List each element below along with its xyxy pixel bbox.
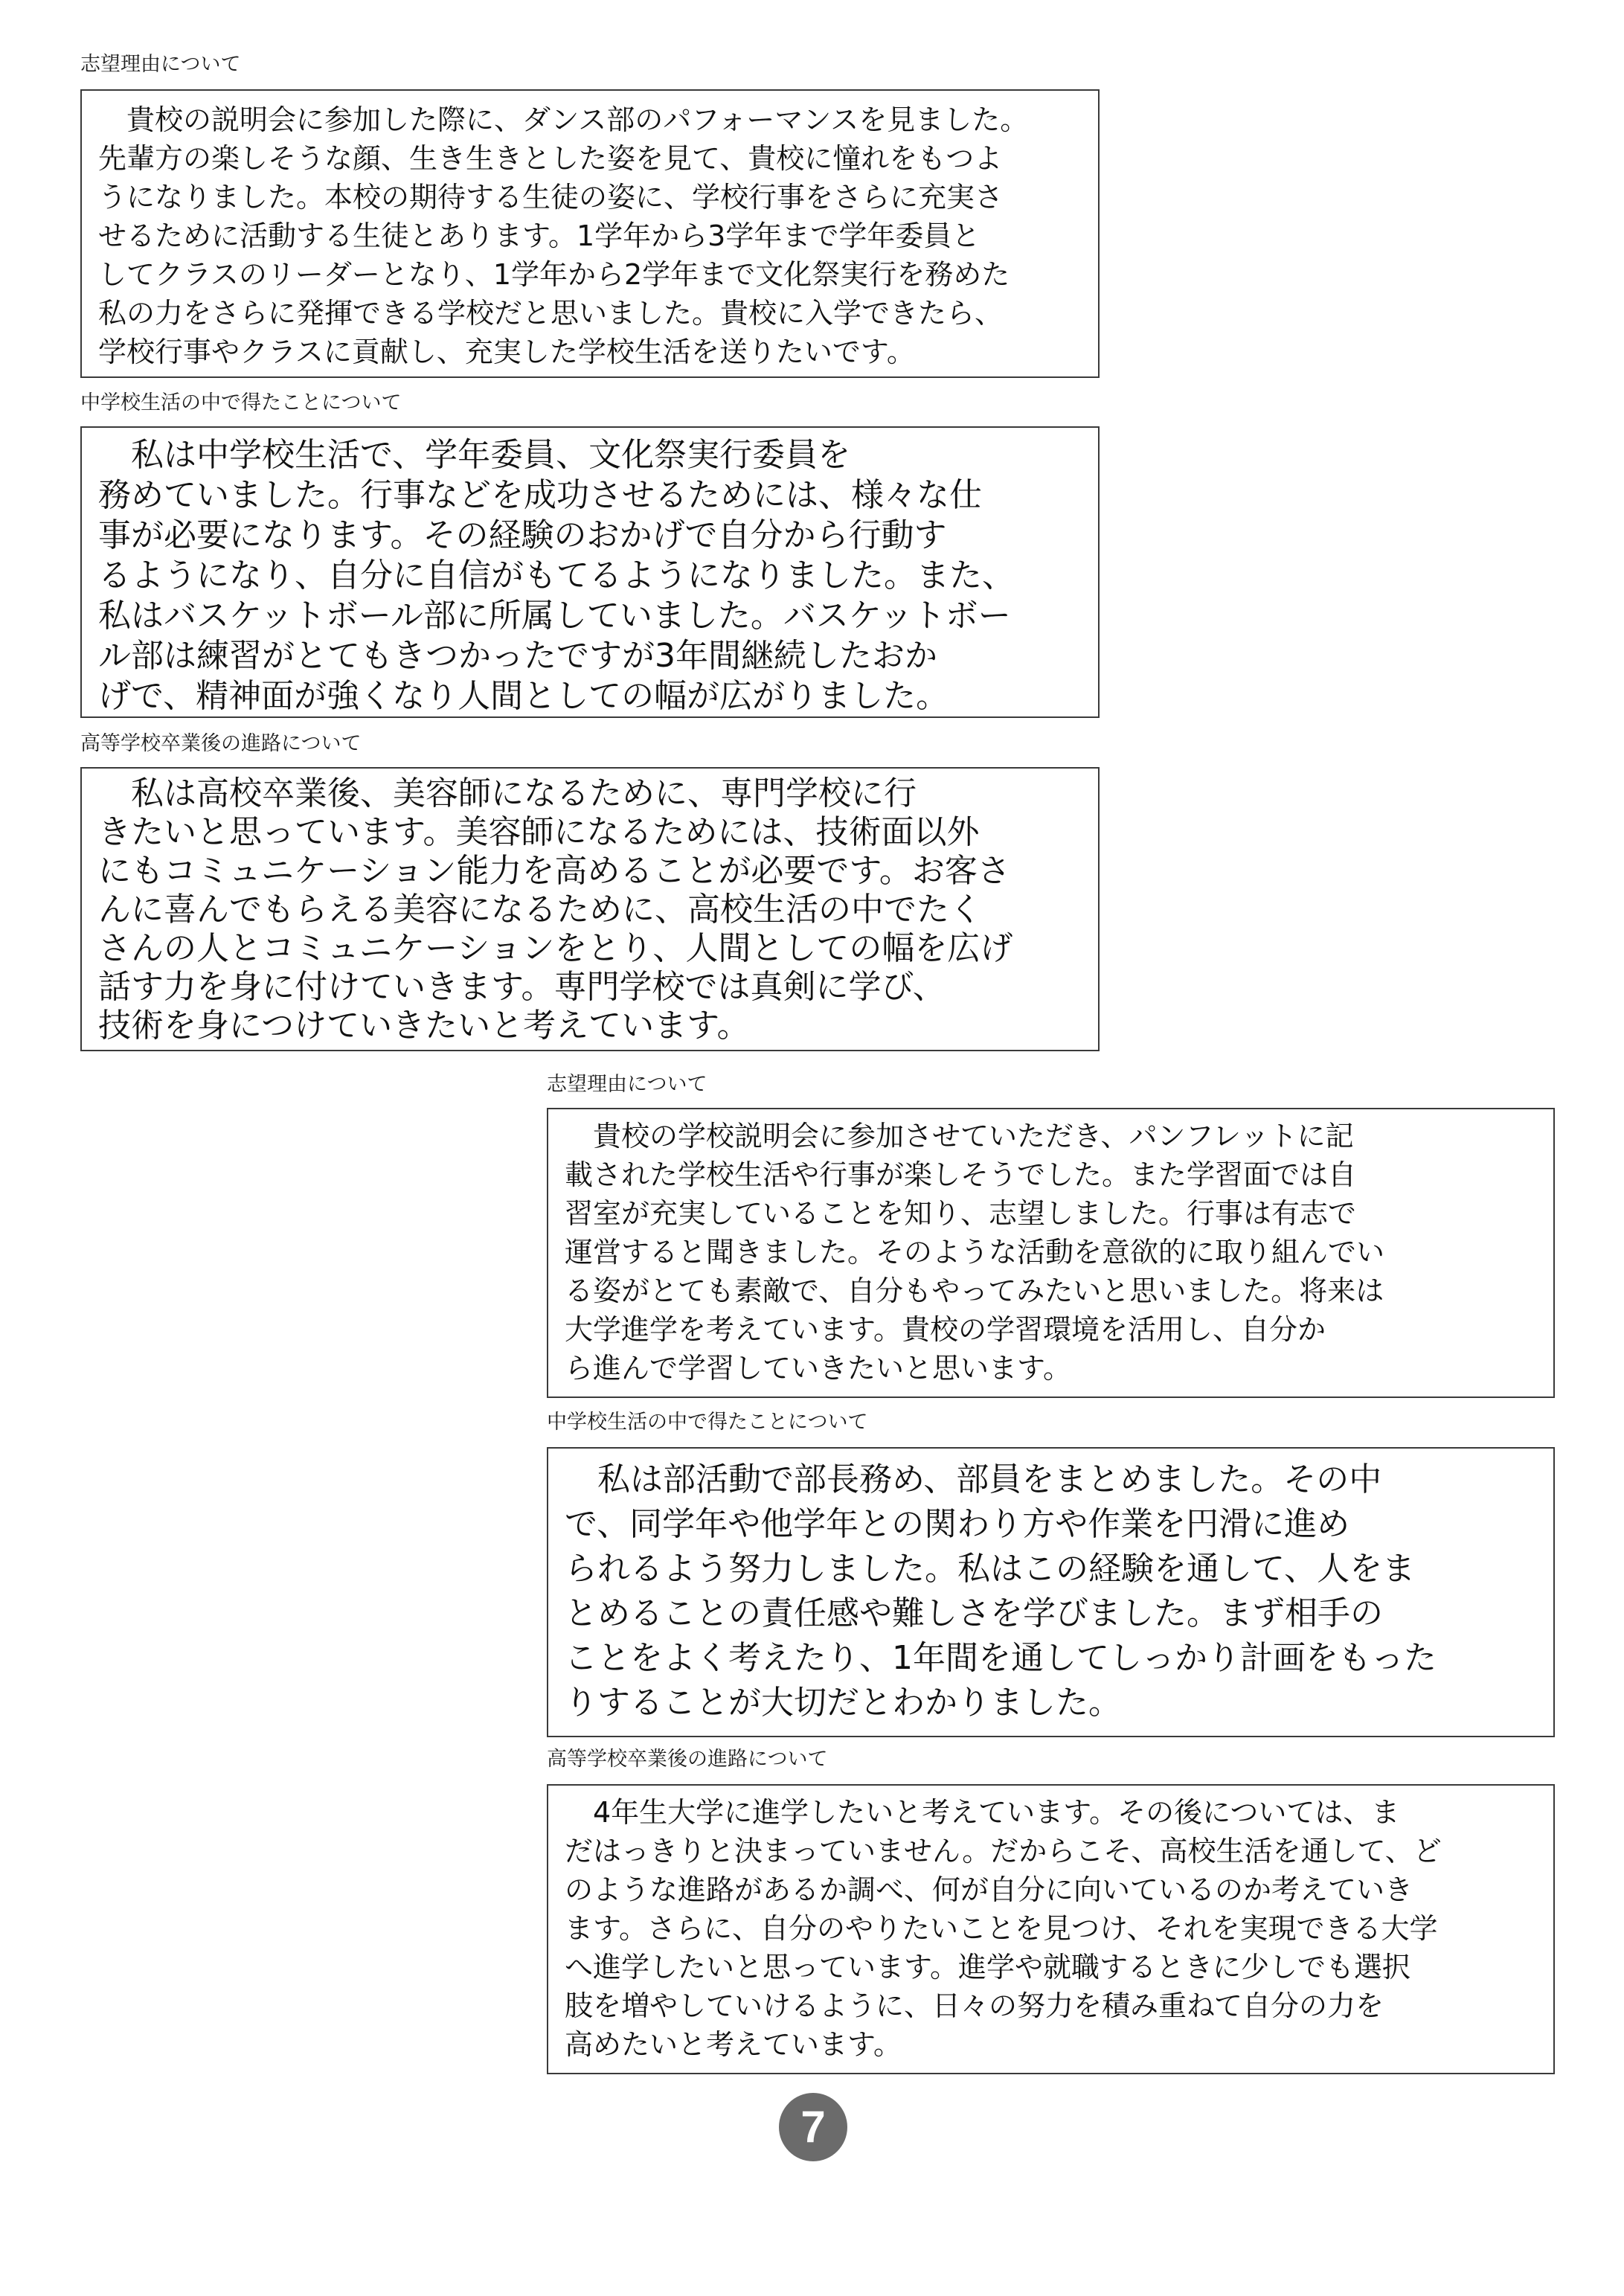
essay-line: とめることの責任感や難しさを学びました。まず相手の: [565, 1594, 1383, 1632]
essay-box: [547, 1447, 1555, 1737]
essay-section-1: [80, 54, 1100, 381]
essay-line: ル部は練習がとてもきつかったですが3年間継続したおか: [98, 637, 937, 675]
essay-line: 肢を増やしていけるように、日々の努力を積み重ねて自分の力を: [565, 1989, 1384, 2022]
essay-box: [547, 1784, 1555, 2074]
page-number-badge: 7: [779, 2093, 847, 2161]
section-heading: 高等学校卒業後の進路について: [80, 732, 362, 755]
essay-line: 貴校の説明会に参加した際に、ダンス部のパフォーマンスを見ました。: [98, 103, 1029, 136]
essay-line: る姿がとても素敵で、自分もやってみたいと思いました。将来は: [565, 1274, 1384, 1307]
essay-line: さんの人とコミュニケーションをとり、人間としての幅を広げ: [98, 929, 1013, 967]
essay-box: [80, 89, 1100, 378]
section-heading: 志望理由について: [547, 1073, 707, 1096]
essay-line: 技術を身につけていきたいと考えています。: [98, 1007, 750, 1045]
section-heading: 高等学校卒業後の進路について: [547, 1748, 828, 1771]
essay-line: うになりました。本校の期待する生徒の姿に、学校行事をさらに充実さ: [98, 181, 1004, 214]
essay-line: られるよう努力しました。私はこの経験を通して、人をま: [565, 1550, 1416, 1588]
essay-line: ます。さらに、自分のやりたいことを見つけ、それを実現できる大学: [565, 1912, 1438, 1945]
section-heading: 中学校生活の中で得たことについて: [80, 391, 402, 414]
essay-line: 先輩方の楽しそうな顔、生き生きとした姿を見て、貴校に憧れをもつよ: [98, 142, 1003, 175]
essay-line: 私は高校卒業後、美容師になるために、専門学校に行: [98, 775, 917, 812]
section-heading: 中学校生活の中で得たことについて: [547, 1411, 868, 1434]
essay-box: [80, 767, 1100, 1051]
essay-line: りすることが大切だとわかりました。: [565, 1684, 1121, 1722]
essay-line: で、同学年や他学年との関わり方や作業を円滑に進め: [565, 1505, 1350, 1543]
essay-line: 学校行事やクラスに貢献し、充実した学校生活を送りたいです。: [98, 336, 915, 368]
essay-line: 私は部活動で部長務め、部員をまとめました。その中: [565, 1460, 1382, 1498]
essay-line: 習室が充実していることを知り、志望しました。行事は有志で: [565, 1197, 1357, 1230]
section-heading: 志望理由について: [80, 53, 241, 76]
essay-line: 運営すると聞きました。そのような活動を意欲的に取り組んでい: [565, 1236, 1385, 1269]
essay-line: 事が必要になります。その経験のおかげで自分から行動す: [98, 516, 947, 554]
essay-section-5: [547, 1411, 1555, 1739]
essay-line: 高めたいと考えています。: [565, 2028, 902, 2061]
essay-line: るようになり、自分に自信がもてるようになりました。また、: [98, 557, 1015, 594]
essay-line: ら進んで学習していきたいと思います。: [565, 1352, 1071, 1385]
essay-line: ことをよく考えたり、1年間を通してしっかり計画をもった: [565, 1639, 1437, 1677]
essay-section-4: [547, 1074, 1555, 1401]
essay-line: せるために活動する生徒とあります。1学年から3学年まで学年委員と: [98, 219, 981, 252]
essay-line: 私はバスケットボール部に所属していました。バスケットボー: [98, 597, 1011, 635]
essay-line: 載された学校生活や行事が楽しそうでした。また学習面では自: [565, 1158, 1357, 1191]
essay-line: 私は中学校生活で、学年委員、文化祭実行委員を: [98, 436, 851, 474]
essay-box: [547, 1108, 1555, 1398]
essay-line: 4年生大学に進学したいと考えています。その後については、ま: [565, 1796, 1400, 1829]
essay-line: 話す力を身に付けていきます。専門学校では真剣に学び、: [98, 968, 946, 1006]
essay-line: してクラスのリーダーとなり、1学年から2学年まで文化祭実行を務めた: [98, 258, 1010, 291]
essay-line: げで、精神面が強くなり人間としての幅が広がりました。: [98, 677, 949, 715]
essay-section-2: [80, 392, 1100, 719]
essay-line: にもコミュニケーション能力を高めることが必要です。お客さ: [98, 852, 1010, 890]
essay-section-6: [547, 1748, 1555, 2076]
essay-line: だはっきりと決まっていません。だからこそ、高校生活を通して、ど: [565, 1835, 1442, 1867]
essay-line: のような進路があるか調べ、何が自分に向いているのか考えていき: [565, 1873, 1413, 1906]
essay-line: んに喜んでもらえる美容になるために、高校生活の中でたく: [98, 891, 982, 929]
essay-line: きたいと思っています。美容師になるためには、技術面以外: [98, 813, 980, 851]
essay-section-3: [80, 733, 1100, 1053]
essay-line: 私の力をさらに発揮できる学校だと思いました。貴校に入学できたら、: [98, 297, 1004, 330]
essay-line: へ進学したいと思っています。進学や就職するときに少しでも選択: [565, 1951, 1410, 1984]
essay-line: 務めていました。行事などを成功させるためには、様々な仕: [98, 476, 982, 514]
essay-box: [80, 426, 1100, 718]
essay-line: 貴校の学校説明会に参加させていただき、パンフレットに記: [565, 1120, 1354, 1152]
essay-line: 大学進学を考えています。貴校の学習環境を活用し、自分か: [565, 1313, 1326, 1346]
